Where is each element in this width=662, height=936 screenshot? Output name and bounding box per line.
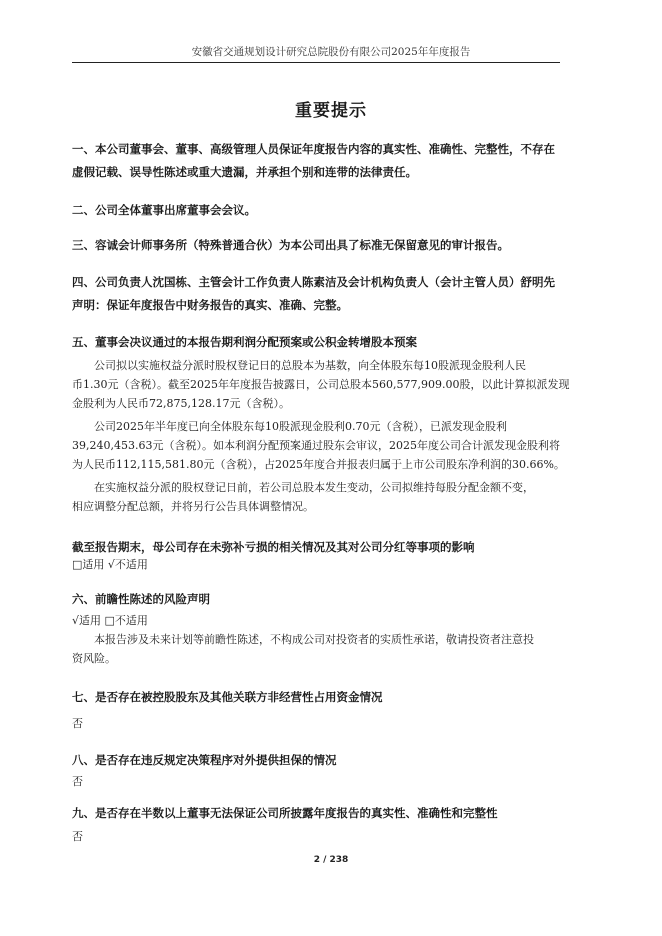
notice-9-answer: 否 (72, 830, 83, 843)
notice-6-heading: 六、前瞻性陈述的风险声明 (72, 592, 210, 606)
forward-looking-options: √适用 □不适用 (72, 614, 148, 627)
notice-1-line-2: 虚假记载、误导性陈述或重大遗漏，并承担个别和连带的法律责任。 (72, 165, 417, 179)
notice-1-line-1: 一、本公司董事会、董事、高级管理人员保证年度报告内容的真实性、准确性、完整性，不存在 (72, 142, 555, 156)
notice-9-heading: 九、是否存在半数以上董事无法保证公司所披露年度报告的真实性、准确性和完整性 (72, 806, 498, 820)
dividend-para-1-line-2: 币1.30元（含税）。截至2025年年度报告披露日，公司总股本560,577,909.00股，以此计算拟派发现 (72, 378, 570, 391)
notice-7-answer: 否 (72, 717, 83, 730)
notice-8-heading: 八、是否存在违反规定决策程序对外提供担保的情况 (72, 753, 337, 767)
dividend-para-1-line-1: 公司拟以实施权益分派时股权登记日的总股本为基数，向全体股东每10股派现金股利人民 (94, 359, 526, 372)
dividend-para-1-line-3: 金股利为人民币72,875,128.17元（含税）。 (72, 397, 290, 410)
dividend-para-3-line-2: 相应调整分配总额，并将另行公告具体调整情况。 (72, 500, 314, 513)
dividend-para-2-line-2: 39,240,453.63元（含税）。如本利润分配预案通过股东会审议，2025年度公司合计派发现金股利将 (72, 439, 560, 452)
page-title: 重要提示 (295, 101, 367, 121)
forward-looking-line-1: 本报告涉及未来计划等前瞻性陈述，不构成公司对投资者的实质性承诺，敬请投资者注意投 (94, 633, 534, 646)
notice-8-answer: 否 (72, 775, 83, 788)
forward-looking-line-2: 资风险。 (72, 652, 116, 665)
notice-3: 三、容诚会计师事务所（特殊普通合伙）为本公司出具了标准无保留意见的审计报告。 (72, 238, 509, 252)
notice-2: 二、公司全体董事出席董事会会议。 (72, 203, 256, 217)
notice-4-line-2: 声明：保证年度报告中财务报告的真实、准确、完整。 (72, 298, 348, 312)
notice-5-heading: 五、董事会决议通过的本报告期利润分配预案或公积金转增股本预案 (72, 335, 417, 349)
notice-4-line-1: 四、公司负责人沈国栋、主管会计工作负责人陈素洁及会计机构负责人（会计主管人员）舒明先 (72, 275, 555, 289)
dividend-para-2-line-1: 公司2025年半年度已向全体股东每10股派现金股利0.70元（含税），已派发现金股利 (94, 420, 507, 433)
header-rule (72, 62, 560, 63)
page-header: 安徽省交通规划设计研究总院股份有限公司2025年年度报告 (191, 46, 471, 58)
notice-7-heading: 七、是否存在被控股股东及其他关联方非经营性占用资金情况 (72, 690, 383, 704)
dividend-para-3-line-1: 在实施权益分派的股权登记日前，若公司总股本发生变动，公司拟维持每股分配金额不变， (94, 481, 534, 494)
page-number: 2 / 238 (313, 855, 349, 865)
dividend-para-2-line-3: 为人民币112,115,581.80元（含税），占2025年度合并报表归属于上市公司股东净利润的30.66%。 (72, 458, 565, 471)
loss-heading: 截至报告期末，母公司存在未弥补亏损的相关情况及其对公司分红等事项的影响 (72, 540, 475, 554)
loss-options: □适用 √不适用 (72, 558, 148, 571)
